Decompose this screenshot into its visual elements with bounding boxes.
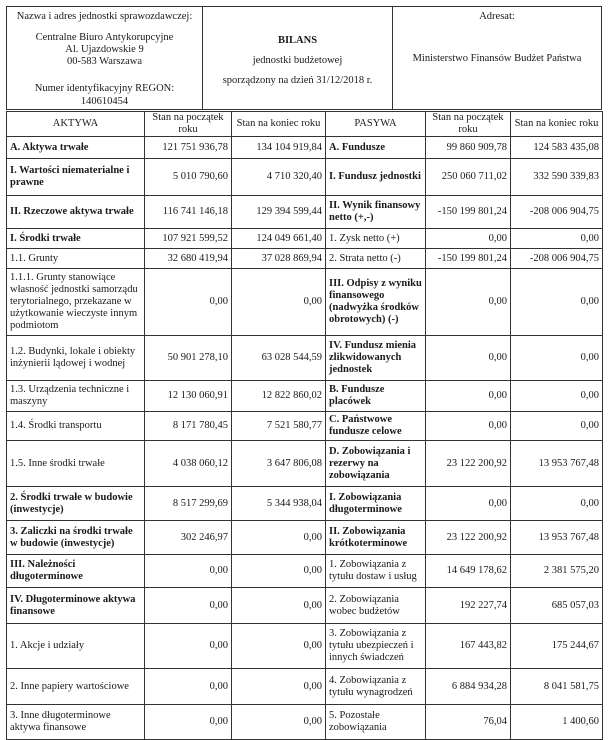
pasywa-start-value: -150 199 801,24 — [426, 249, 511, 269]
aktywa-start-value: 4 038 060,12 — [145, 441, 232, 487]
aktywa-start-value: 302 246,97 — [145, 521, 232, 555]
pasywa-label: IV. Fundusz mienia zlikwidowanych jednostek — [326, 336, 426, 381]
aktywa-label: 3. Inne długoterminowe aktywa finansowe — [7, 705, 145, 740]
pasywa-start-value: 0,00 — [426, 487, 511, 521]
aktywa-start-value: 8 171 780,45 — [145, 412, 232, 441]
pasywa-end-value: 332 590 339,83 — [511, 159, 603, 196]
aktywa-start-value: 5 010 790,60 — [145, 159, 232, 196]
aktywa-label: 1.1.1. Grunty stanowiące własność jednostki samorządu terytorialnego, przekazane w użytkowanie wieczyste innym podmiotom — [7, 269, 145, 336]
aktywa-label: 2. Środki trwałe w budowie (inwestycje) — [7, 487, 145, 521]
pasywa-start-value: 0,00 — [426, 412, 511, 441]
pasywa-label: 5. Pozostałe zobowiązania — [326, 705, 426, 740]
aktywa-end-value: 0,00 — [232, 555, 326, 588]
pasywa-start-value: 192 227,74 — [426, 588, 511, 624]
pasywa-label: 2. Strata netto (-) — [326, 249, 426, 269]
aktywa-start-value: 0,00 — [145, 669, 232, 705]
aktywa-start-value: 0,00 — [145, 588, 232, 624]
pasywa-start-value: -150 199 801,24 — [426, 196, 511, 229]
pasywa-label: I. Fundusz jednostki — [326, 159, 426, 196]
pasywa-end-value: -208 006 904,75 — [511, 249, 603, 269]
aktywa-end-value: 129 394 599,44 — [232, 196, 326, 229]
aktywa-start-value: 32 680 419,94 — [145, 249, 232, 269]
unit-city: 00-583 Warszawa — [66, 56, 143, 67]
aktywa-label: 1.4. Środki transportu — [7, 412, 145, 441]
aktywa-label: 2. Inne papiery wartościowe — [7, 669, 145, 705]
aktywa-start-value: 121 751 936,78 — [145, 137, 232, 159]
pasywa-end-value: 1 400,60 — [511, 705, 603, 740]
pasywa-label: C. Państwowe fundusze celowe — [326, 412, 426, 441]
pasywa-end-value: 0,00 — [511, 487, 603, 521]
aktywa-start-value: 107 921 599,52 — [145, 229, 232, 249]
aktywa-label: 3. Zaliczki na środki trwałe w budowie (inwestycje) — [7, 521, 145, 555]
balance-table — [6, 111, 603, 740]
aktywa-start-value: 8 517 299,69 — [145, 487, 232, 521]
table-row — [7, 588, 603, 624]
report-title: BILANS — [277, 35, 318, 46]
pasywa-label: II. Zobowiązania krótkoterminowe — [326, 521, 426, 555]
aktywa-label: A. Aktywa trwałe — [7, 137, 145, 159]
pasywa-start-value: 76,04 — [426, 705, 511, 740]
table-row — [7, 336, 603, 381]
table-row — [7, 249, 603, 269]
col-pasywa-end: Stan na koniec roku — [511, 112, 603, 137]
aktywa-label: 1. Akcje i udziały — [7, 624, 145, 669]
title-box — [203, 7, 393, 109]
aktywa-end-value: 0,00 — [232, 669, 326, 705]
pasywa-start-value: 23 122 200,92 — [426, 441, 511, 487]
pasywa-label: 1. Zysk netto (+) — [326, 229, 426, 249]
pasywa-label: 4. Zobowiązania z tytułu wynagrodzeń — [326, 669, 426, 705]
pasywa-start-value: 6 884 934,28 — [426, 669, 511, 705]
pasywa-start-value: 14 649 178,62 — [426, 555, 511, 588]
aktywa-end-value: 5 344 938,04 — [232, 487, 326, 521]
aktywa-end-value: 0,00 — [232, 705, 326, 740]
col-pasywa: PASYWA — [326, 112, 426, 137]
aktywa-end-value: 4 710 320,40 — [232, 159, 326, 196]
regon-label: Numer identyfikacyjny REGON: — [34, 83, 175, 94]
table-row — [7, 705, 603, 740]
aktywa-end-value: 0,00 — [232, 588, 326, 624]
table-row — [7, 381, 603, 412]
pasywa-label: 2. Zobowiązania wobec budżetów — [326, 588, 426, 624]
pasywa-label: 1. Zobowiązania z tytułu dostaw i usług — [326, 555, 426, 588]
aktywa-start-value: 0,00 — [145, 555, 232, 588]
col-aktywa-end: Stan na koniec roku — [232, 112, 326, 137]
pasywa-end-value: 0,00 — [511, 269, 603, 336]
adresat-value: Ministerstwo Finansów Budżet Państwa — [412, 53, 582, 64]
pasywa-start-value: 250 060 711,02 — [426, 159, 511, 196]
col-aktywa-start: Stan na początek roku — [145, 112, 232, 137]
pasywa-start-value: 167 443,82 — [426, 624, 511, 669]
aktywa-label: 1.3. Urządzenia techniczne i maszyny — [7, 381, 145, 412]
adresat-label: Adresat: — [479, 11, 515, 22]
aktywa-start-value: 0,00 — [145, 705, 232, 740]
aktywa-label: II. Rzeczowe aktywa trwałe — [7, 196, 145, 229]
pasywa-label: B. Fundusze placówek — [326, 381, 426, 412]
aktywa-start-value: 0,00 — [145, 624, 232, 669]
report-subtitle: jednostki budżetowej — [252, 55, 343, 66]
pasywa-start-value: 0,00 — [426, 381, 511, 412]
pasywa-end-value: 13 953 767,48 — [511, 441, 603, 487]
pasywa-end-value: 2 381 575,20 — [511, 555, 603, 588]
pasywa-end-value: 175 244,67 — [511, 624, 603, 669]
table-row — [7, 196, 603, 229]
pasywa-end-value: 124 583 435,08 — [511, 137, 603, 159]
table-row — [7, 229, 603, 249]
regon-value: 140610454 — [80, 96, 129, 107]
table-row — [7, 624, 603, 669]
col-pasywa-start: Stan na początek roku — [426, 112, 511, 137]
pasywa-end-value: 0,00 — [511, 336, 603, 381]
aktywa-start-value: 0,00 — [145, 269, 232, 336]
table-row — [7, 441, 603, 487]
unit-name: Centralne Biuro Antykorupcyjne — [35, 32, 174, 43]
aktywa-label: III. Należności długoterminowe — [7, 555, 145, 588]
pasywa-start-value: 23 122 200,92 — [426, 521, 511, 555]
aktywa-label: I. Wartości niematerialne i prawne — [7, 159, 145, 196]
pasywa-end-value: 0,00 — [511, 381, 603, 412]
pasywa-start-value: 0,00 — [426, 336, 511, 381]
report-date: sporządzony na dzień 31/12/2018 r. — [222, 75, 373, 86]
table-row — [7, 521, 603, 555]
aktywa-end-value: 134 104 919,84 — [232, 137, 326, 159]
unit-info-box — [7, 7, 203, 109]
table-row — [7, 137, 603, 159]
aktywa-end-value: 3 647 806,08 — [232, 441, 326, 487]
aktywa-end-value: 37 028 869,94 — [232, 249, 326, 269]
pasywa-start-value: 0,00 — [426, 229, 511, 249]
pasywa-end-value: 0,00 — [511, 412, 603, 441]
table-row — [7, 669, 603, 705]
aktywa-label: 1.5. Inne środki trwałe — [7, 441, 145, 487]
pasywa-end-value: -208 006 904,75 — [511, 196, 603, 229]
pasywa-end-value: 685 057,03 — [511, 588, 603, 624]
pasywa-label: II. Wynik finansowy netto (+,-) — [326, 196, 426, 229]
table-header-row — [7, 112, 603, 137]
aktywa-start-value: 50 901 278,10 — [145, 336, 232, 381]
table-row — [7, 555, 603, 588]
pasywa-label: III. Odpisy z wyniku finansowego (nadwyżka środków obrotowych) (-) — [326, 269, 426, 336]
table-row — [7, 412, 603, 441]
aktywa-end-value: 0,00 — [232, 521, 326, 555]
unit-street: Al. Ujazdowskie 9 — [65, 44, 144, 55]
aktywa-end-value: 12 822 860,02 — [232, 381, 326, 412]
pasywa-end-value: 13 953 767,48 — [511, 521, 603, 555]
aktywa-label: IV. Długoterminowe aktywa finansowe — [7, 588, 145, 624]
aktywa-start-value: 12 130 060,91 — [145, 381, 232, 412]
pasywa-label: A. Fundusze — [326, 137, 426, 159]
aktywa-label: 1.1. Grunty — [7, 249, 145, 269]
pasywa-end-value: 0,00 — [511, 229, 603, 249]
aktywa-end-value: 0,00 — [232, 269, 326, 336]
table-row — [7, 487, 603, 521]
aktywa-end-value: 0,00 — [232, 624, 326, 669]
pasywa-start-value: 99 860 909,78 — [426, 137, 511, 159]
pasywa-label: I. Zobowiązania długoterminowe — [326, 487, 426, 521]
report-header — [6, 6, 602, 110]
addressee-box — [393, 7, 601, 109]
table-row — [7, 159, 603, 196]
aktywa-end-value: 63 028 544,59 — [232, 336, 326, 381]
col-aktywa: AKTYWA — [7, 112, 145, 137]
aktywa-start-value: 116 741 146,18 — [145, 196, 232, 229]
table-row — [7, 269, 603, 336]
pasywa-label: D. Zobowiązania i rezerwy na zobowiązania — [326, 441, 426, 487]
unit-label: Nazwa i adres jednostki sprawozdawczej: — [16, 11, 193, 22]
aktywa-end-value: 124 049 661,40 — [232, 229, 326, 249]
pasywa-end-value: 8 041 581,75 — [511, 669, 603, 705]
aktywa-label: I. Środki trwałe — [7, 229, 145, 249]
pasywa-label: 3. Zobowiązania z tytułu ubezpieczeń i innych świadczeń — [326, 624, 426, 669]
aktywa-end-value: 7 521 580,77 — [232, 412, 326, 441]
pasywa-start-value: 0,00 — [426, 269, 511, 336]
aktywa-label: 1.2. Budynki, lokale i obiekty inżynierii lądowej i wodnej — [7, 336, 145, 381]
